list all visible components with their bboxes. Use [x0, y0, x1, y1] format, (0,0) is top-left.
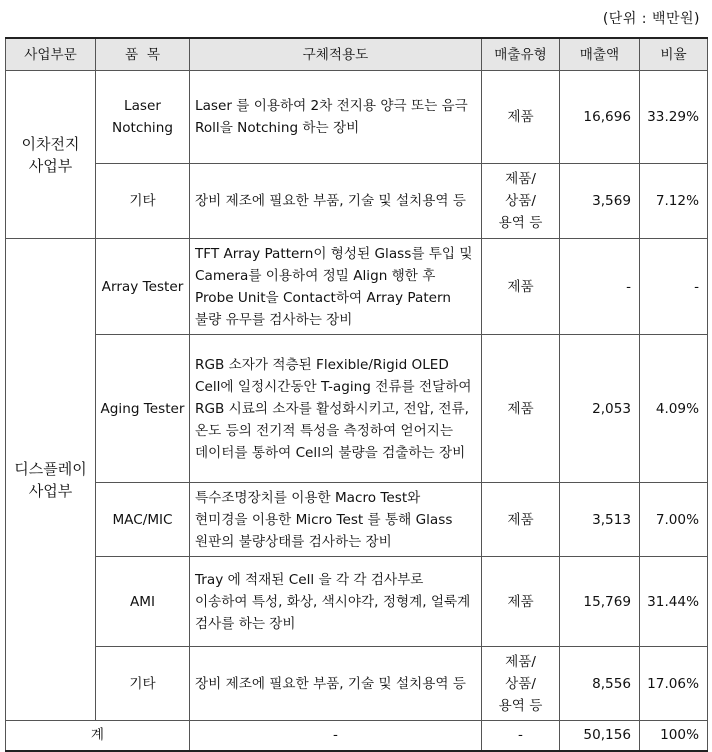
sales-type-cell: 제품: [482, 71, 560, 164]
header-division: 사업부문: [6, 38, 96, 71]
item-cell: Array Tester: [96, 239, 190, 335]
sales-table: [5, 37, 708, 752]
table-row: [6, 647, 708, 721]
table-row: [6, 335, 708, 483]
header-usage: 구체적용도: [190, 38, 482, 71]
sales-type-cell: 제품/ 상품/ 용역 등: [482, 647, 560, 721]
usage-cell: TFT Array Pattern이 형성된 Glass를 투입 및 Camera를 이용하여 정밀 Align 행한 후 Probe Unit을 Contact하여 Array Patern 불량 유무를 검사하는 장비: [190, 239, 482, 335]
total-ratio: 100%: [640, 721, 708, 751]
unit-label: (단위 : 백만원): [602, 11, 700, 27]
item-cell: AMI: [96, 557, 190, 647]
sales-cell: 15,769: [560, 557, 640, 647]
division-cell: 디스플레이 사업부: [6, 239, 96, 721]
ratio-cell: 7.00%: [640, 483, 708, 557]
header-ratio: 비율: [640, 38, 708, 71]
total-sales-type: -: [482, 721, 560, 751]
usage-cell: Tray 에 적재된 Cell 을 각 각 검사부로 이송하여 특성, 화상, 색시야각, 정형계, 얼룩계 검사를 하는 장비: [190, 557, 482, 647]
ratio-cell: 4.09%: [640, 335, 708, 483]
item-cell: Laser Notching: [96, 71, 190, 164]
usage-cell: RGB 소자가 적층된 Flexible/Rigid OLED Cell에 일정시간동안 T-aging 전류를 전달하여 RGB 시료의 소자를 활성화시키고, 전압, 전류, 온도 등의 전기적 특성을 측정하여 얻어지는 데이터를 통하여 Cell의 불량을 검출하는 장비: [190, 335, 482, 483]
sales-type-cell: 제품/ 상품/ 용역 등: [482, 164, 560, 239]
sales-type-cell: 제품: [482, 239, 560, 335]
total-sales: 50,156: [560, 721, 640, 751]
usage-cell: Laser 를 이용하여 2차 전지용 양극 또는 음극 Roll을 Notching 하는 장비: [190, 71, 482, 164]
usage-cell: 장비 제조에 필요한 부품, 기술 및 설치용역 등: [190, 647, 482, 721]
item-cell: 기타: [96, 647, 190, 721]
usage-cell: 특수조명장치를 이용한 Macro Test와 현미경을 이용한 Micro Test 를 통해 Glass 원판의 불량상태를 검사하는 장비: [190, 483, 482, 557]
ratio-cell: 7.12%: [640, 164, 708, 239]
sales-type-cell: 제품: [482, 483, 560, 557]
ratio-cell: 17.06%: [640, 647, 708, 721]
total-label: 계: [6, 721, 190, 751]
table-row: [6, 483, 708, 557]
header-sales-type: 매출유형: [482, 38, 560, 71]
sales-cell: 2,053: [560, 335, 640, 483]
header-item: 품 목: [96, 38, 190, 71]
ratio-cell: 31.44%: [640, 557, 708, 647]
sales-cell: 8,556: [560, 647, 640, 721]
table-row: [6, 71, 708, 164]
total-row: [6, 721, 708, 751]
item-cell: MAC/MIC: [96, 483, 190, 557]
sales-type-cell: 제품: [482, 557, 560, 647]
item-cell: Aging Tester: [96, 335, 190, 483]
header-sales: 매출액: [560, 38, 640, 71]
table-row: [6, 239, 708, 335]
table-row: [6, 557, 708, 647]
total-usage: -: [190, 721, 482, 751]
item-cell: 기타: [96, 164, 190, 239]
ratio-cell: 33.29%: [640, 71, 708, 164]
usage-cell: 장비 제조에 필요한 부품, 기술 및 설치용역 등: [190, 164, 482, 239]
sales-cell: 16,696: [560, 71, 640, 164]
table-row: [6, 164, 708, 239]
sales-cell: 3,513: [560, 483, 640, 557]
header-row: [6, 38, 708, 71]
sales-cell: -: [560, 239, 640, 335]
sales-cell: 3,569: [560, 164, 640, 239]
ratio-cell: -: [640, 239, 708, 335]
division-cell: 이차전지 사업부: [6, 71, 96, 239]
sales-type-cell: 제품: [482, 335, 560, 483]
